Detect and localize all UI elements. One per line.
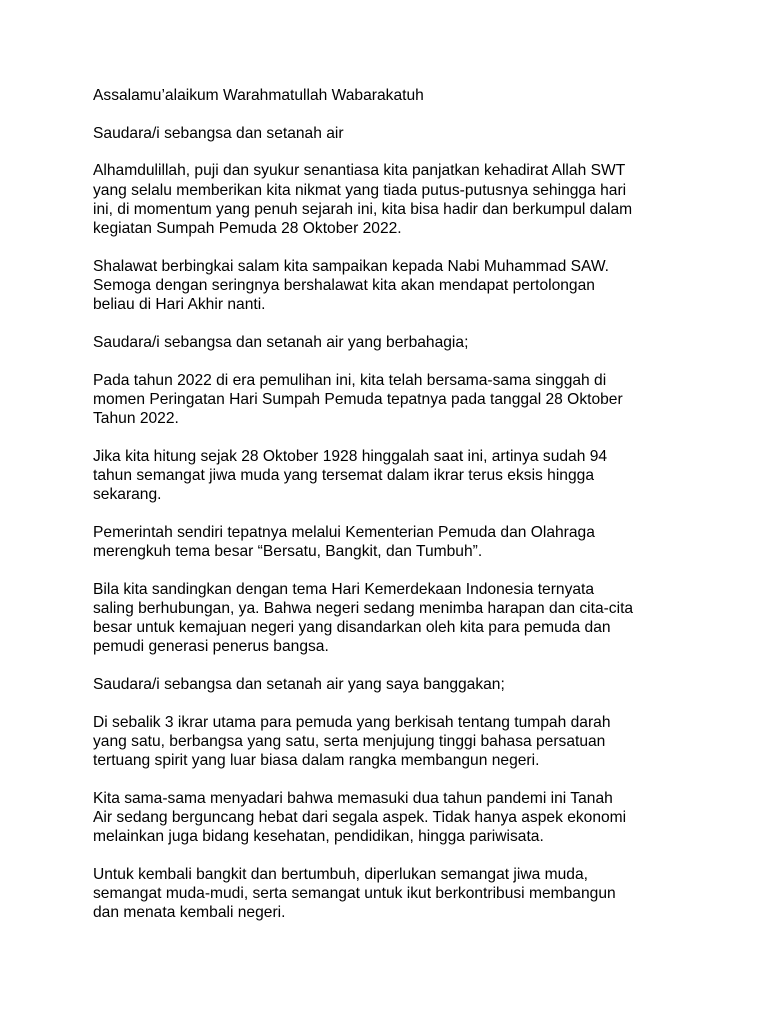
body-paragraph: Bila kita sandingkan dengan tema Hari Kemerdekaan Indonesia ternyata saling berhubungan, ya. Bahwa negeri sedang menimba harapan dan cita-cita besar untuk kemajuan negeri yang disandarkan oleh kita para pemuda dan pemudi generasi penerus bangsa. (93, 580, 634, 656)
body-paragraph: Kita sama-sama menyadari bahwa memasuki dua tahun pandemi ini Tanah Air sedang berguncang hebat dari segala aspek. Tidak hanya aspek ekonomi melainkan juga bidang kesehatan, pendidikan, hingga pariwisata. (93, 789, 627, 846)
salutation-paragraph: Saudara/i sebangsa dan setanah air yang saya banggakan; (93, 675, 505, 693)
body-paragraph: Shalawat berbingkai salam kita sampaikan kepada Nabi Muhammad SAW. Semoga dengan seringnya bershalawat kita akan mendapat pertolongan beliau di Hari Akhir nanti. (93, 257, 610, 314)
body-paragraph: Alhamdulillah, puji dan syukur senantiasa kita panjatkan kehadirat Allah SWT yang selalu memberikan kita nikmat yang tiada putus-putusnya sehingga hari ini, di momentum yang penuh sejarah ini, kita bisa hadir dan berkumpul dalam kegiatan Sumpah Pemuda 28 Oktober 2022. (93, 162, 633, 238)
body-paragraph: Pada tahun 2022 di era pemulihan ini, kita telah bersama-sama singgah di momen Peringatan Hari Sumpah Pemuda tepatnya pada tanggal 28 Oktober Tahun 2022. (93, 371, 623, 427)
salutation-paragraph: Saudara/i sebangsa dan setanah air (93, 124, 344, 142)
body-paragraph: Untuk kembali bangkit dan bertumbuh, diperlukan semangat jiwa muda, semangat muda-mudi, serta semangat untuk ikut berkontribusi membangun dan menata kembali negeri. (93, 865, 616, 922)
document-body (93, 86, 683, 941)
greeting-paragraph: Assalamu’alaikum Warahmatullah Wabarakatuh (93, 87, 424, 104)
body-paragraph: Di sebalik 3 ikrar utama para pemuda yang berkisah tentang tumpah darah yang satu, berbangsa yang satu, serta menjujung tinggi bahasa persatuan tertuang spirit yang luar biasa dalam rangka membangun negeri. (93, 713, 611, 770)
salutation-paragraph: Saudara/i sebangsa dan setanah air yang berbahagia; (93, 333, 469, 351)
body-paragraph: Jika kita hitung sejak 28 Oktober 1928 hinggalah saat ini, artinya sudah 94 tahun semangat jiwa muda yang tersemat dalam ikrar terus eksis hingga sekarang. (93, 447, 608, 504)
body-paragraph: Pemerintah sendiri tepatnya melalui Kementerian Pemuda dan Olahraga merengkuh tema besar “Bersatu, Bangkit, dan Tumbuh”. (93, 523, 595, 560)
